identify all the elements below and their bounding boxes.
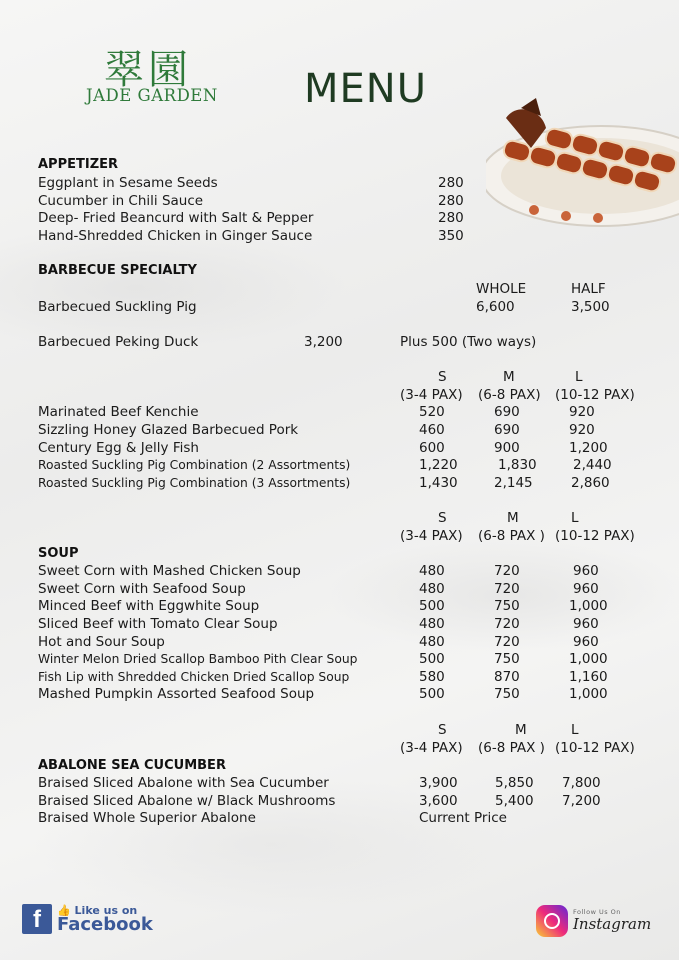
- instagram-icon: [536, 905, 568, 937]
- menu-item-price: 750: [494, 598, 520, 614]
- facebook-label: Facebook: [57, 913, 153, 935]
- menu-item-price: 480: [419, 616, 445, 632]
- menu-item-price: 580: [419, 669, 445, 685]
- menu-item-price: 1,430: [419, 475, 458, 491]
- menu-item-name: Hot and Sour Soup: [38, 634, 165, 650]
- logo-chinese: 翠園: [104, 47, 192, 93]
- menu-item-price: 720: [494, 634, 520, 650]
- menu-item-price: 1,000: [569, 651, 608, 667]
- menu-item-price: 3,600: [419, 793, 458, 809]
- menu-item-price: 690: [494, 404, 520, 420]
- pax-header-l: (10-12 PAX): [555, 740, 635, 756]
- menu-item-price: 3,500: [571, 299, 610, 315]
- menu-item-name: Deep- Fried Beancurd with Salt & Pepper: [38, 210, 314, 226]
- menu-item-price: 1,220: [419, 457, 458, 473]
- menu-item-price: 3,200: [304, 334, 343, 350]
- menu-item-price: 3,900: [419, 775, 458, 791]
- menu-item-price: 5,400: [495, 793, 534, 809]
- pax-header-s: (3-4 PAX): [400, 740, 463, 756]
- instagram-follow-text: Follow Us On: [573, 908, 621, 917]
- menu-item-name: Barbecued Peking Duck: [38, 334, 199, 350]
- menu-item-price: 960: [573, 616, 599, 632]
- menu-item-price: 870: [494, 669, 520, 685]
- menu-item-price: 960: [573, 581, 599, 597]
- menu-item-price: 350: [438, 228, 464, 244]
- menu-item-price: 1,000: [569, 686, 608, 702]
- menu-item-price: 1,200: [569, 440, 608, 456]
- menu-item-price: Current Price: [419, 810, 507, 826]
- size-header-s: S: [438, 510, 447, 526]
- menu-item-price: 480: [419, 581, 445, 597]
- size-header-l: L: [571, 722, 579, 738]
- thumbs-up-icon: 👍: [57, 903, 71, 917]
- menu-item-name: Hand-Shredded Chicken in Ginger Sauce: [38, 228, 313, 244]
- menu-item-name: Sweet Corn with Mashed Chicken Soup: [38, 563, 301, 579]
- menu-item-name: Eggplant in Sesame Seeds: [38, 175, 218, 191]
- menu-item-name: Sweet Corn with Seafood Soup: [38, 581, 246, 597]
- pax-header-m: (6-8 PAX): [478, 387, 541, 403]
- menu-item-price: 7,800: [562, 775, 601, 791]
- menu-item-price: 280: [438, 210, 464, 226]
- pax-header-l: (10-12 PAX): [555, 528, 635, 544]
- page-title: MENU: [304, 66, 427, 112]
- appetizer-heading: APPETIZER: [38, 157, 119, 172]
- menu-item-price: 500: [419, 686, 445, 702]
- column-header-whole: WHOLE: [476, 281, 527, 297]
- size-header-l: L: [575, 369, 583, 385]
- menu-item-name: Roasted Suckling Pig Combination (3 Assortments): [38, 476, 351, 490]
- menu-item-price: 600: [419, 440, 445, 456]
- menu-item-price: 2,860: [571, 475, 610, 491]
- abalone-heading: ABALONE SEA CUCUMBER: [38, 758, 226, 773]
- menu-item-price: 720: [494, 563, 520, 579]
- size-header-m: M: [503, 369, 515, 385]
- menu-item-price: 720: [494, 616, 520, 632]
- menu-item-price: 280: [438, 175, 464, 191]
- menu-item-price: 460: [419, 422, 445, 438]
- facebook-icon: f: [22, 904, 52, 934]
- menu-item-name: Minced Beef with Eggwhite Soup: [38, 598, 260, 614]
- facebook-like-label: Like us on: [74, 903, 138, 917]
- menu-item-price: 750: [494, 651, 520, 667]
- size-header-m: M: [515, 722, 527, 738]
- menu-item-price: 690: [494, 422, 520, 438]
- menu-item-name: Fish Lip with Shredded Chicken Dried Scallop Soup: [38, 670, 350, 684]
- menu-item-name: Winter Melon Dried Scallop Bamboo Pith Clear Soup: [38, 652, 358, 666]
- size-header-s: S: [438, 369, 447, 385]
- menu-item-name: Roasted Suckling Pig Combination (2 Assortments): [38, 458, 351, 472]
- menu-item-price: 2,145: [494, 475, 533, 491]
- menu-item-name: Braised Sliced Abalone with Sea Cucumber: [38, 775, 329, 791]
- menu-item-price: 750: [494, 686, 520, 702]
- menu-item-price: 1,830: [498, 457, 537, 473]
- menu-item-price: 480: [419, 563, 445, 579]
- menu-item-name: Braised Sliced Abalone w/ Black Mushrooms: [38, 793, 336, 809]
- menu-item-name: Cucumber in Chili Sauce: [38, 193, 204, 209]
- menu-item-price: 5,850: [495, 775, 534, 791]
- menu-item-price: 500: [419, 598, 445, 614]
- menu-item-price: 720: [494, 581, 520, 597]
- column-header-half: HALF: [571, 281, 606, 297]
- soup-heading: SOUP: [38, 546, 79, 561]
- menu-item-price: 960: [573, 563, 599, 579]
- pax-header-l: (10-12 PAX): [555, 387, 635, 403]
- pax-header-s: (3-4 PAX): [400, 528, 463, 544]
- menu-item-name: Marinated Beef Kenchie: [38, 404, 199, 420]
- pax-header-m: (6-8 PAX ): [478, 528, 545, 544]
- suckling-pig-photo: [486, 98, 679, 244]
- menu-item-name: Sliced Beef with Tomato Clear Soup: [38, 616, 278, 632]
- menu-item-name: Century Egg & Jelly Fish: [38, 440, 199, 456]
- menu-item-name: Barbecued Suckling Pig: [38, 299, 197, 315]
- instagram-link[interactable]: [536, 905, 651, 937]
- menu-item-name: Braised Whole Superior Abalone: [38, 810, 256, 826]
- menu-item-price: 500: [419, 651, 445, 667]
- menu-item-price: 960: [573, 634, 599, 650]
- logo-english: JADE GARDEN: [86, 86, 218, 105]
- menu-item-price: 2,440: [573, 457, 612, 473]
- menu-item-price: 900: [494, 440, 520, 456]
- menu-item-name: Sizzling Honey Glazed Barbecued Pork: [38, 422, 299, 438]
- menu-item-name: Mashed Pumpkin Assorted Seafood Soup: [38, 686, 315, 702]
- menu-item-price: 1,000: [569, 598, 608, 614]
- facebook-link[interactable]: [22, 904, 153, 934]
- menu-item-price: 1,160: [569, 669, 608, 685]
- menu-item-price: 7,200: [562, 793, 601, 809]
- pax-header-m: (6-8 PAX ): [478, 740, 545, 756]
- pax-header-s: (3-4 PAX): [400, 387, 463, 403]
- size-header-l: L: [571, 510, 579, 526]
- size-header-m: M: [507, 510, 519, 526]
- size-header-s: S: [438, 722, 447, 738]
- menu-item-price: 920: [569, 404, 595, 420]
- menu-item-note: Plus 500 (Two ways): [400, 334, 537, 350]
- menu-item-price: 920: [569, 422, 595, 438]
- barbecue-heading: BARBECUE SPECIALTY: [38, 263, 197, 278]
- instagram-label: Instagram: [573, 915, 652, 934]
- menu-item-price: 280: [438, 193, 464, 209]
- menu-item-price: 480: [419, 634, 445, 650]
- menu-item-price: 6,600: [476, 299, 515, 315]
- menu-item-price: 520: [419, 404, 445, 420]
